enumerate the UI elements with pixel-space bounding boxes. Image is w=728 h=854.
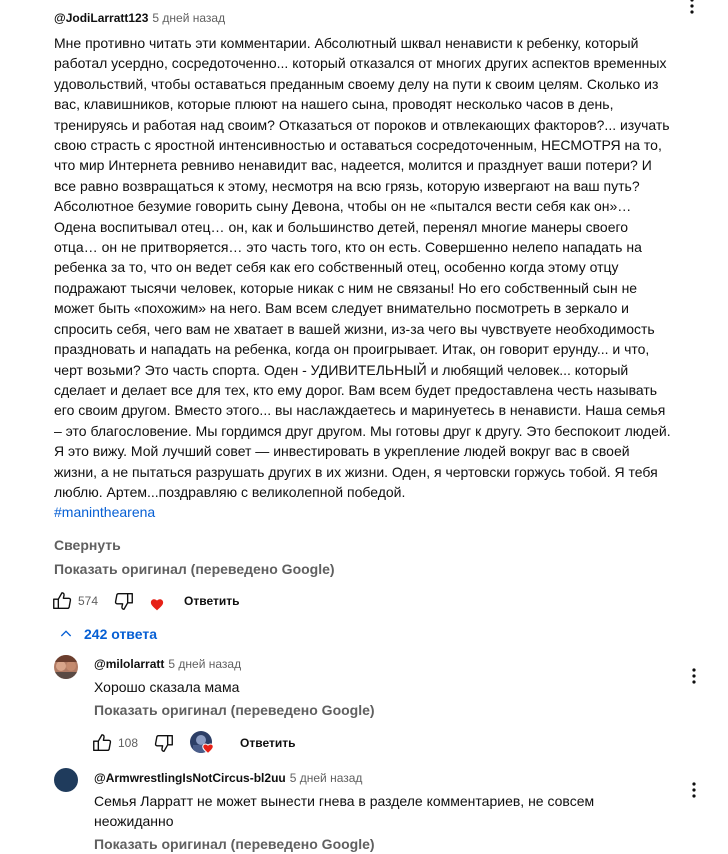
comment-body: Хорошо сказала мама	[94, 679, 240, 695]
avatar[interactable]	[54, 655, 78, 679]
creator-heart-icon	[146, 593, 168, 615]
reply-header	[94, 770, 362, 786]
comment-time[interactable]: 5 дней назад	[289, 771, 363, 785]
reply-actions	[90, 731, 295, 755]
replies-toggle-button[interactable]	[58, 626, 157, 642]
comment-author[interactable]: @milolarratt	[94, 657, 165, 671]
dislike-icon[interactable]	[112, 589, 136, 613]
reply-menu-icon[interactable]	[682, 664, 706, 688]
dislike-icon[interactable]	[152, 731, 176, 755]
comment-body: Семья Ларратт не может вынести гнева в разделе комментариев, не совсем неожиданно	[94, 793, 595, 830]
comment-text	[54, 33, 674, 523]
show-original-button[interactable]: Показать оригинал (переведено Google)	[94, 836, 375, 852]
like-count: 108	[118, 736, 139, 750]
creator-heart-badge	[190, 730, 216, 756]
show-original-button[interactable]: Показать оригинал (переведено Google)	[94, 702, 375, 718]
like-icon[interactable]	[50, 589, 74, 613]
like-icon[interactable]	[90, 731, 114, 755]
comment-time[interactable]: 5 дней назад	[168, 657, 242, 671]
reply-button[interactable]: Ответить	[240, 736, 296, 750]
reply-menu-icon[interactable]	[682, 778, 706, 802]
main-comment-menu-icon[interactable]	[680, 0, 704, 18]
comment-author[interactable]: @ArmwrestlingIsNotCircus-bl2uu	[94, 771, 286, 785]
show-original-button[interactable]: Показать оригинал (переведено Google)	[54, 561, 335, 577]
reply-button[interactable]: Ответить	[184, 594, 240, 608]
replies-count: 242 ответа	[84, 626, 157, 642]
chevron-up-icon	[58, 626, 74, 642]
comment-body: Мне противно читать эти комментарии. Абсолютный шквал ненависти к ребенку, который работал усердно, сосредоточенно... который отказался от многих других аспектов временных удовольствий, чтобы оставаться преданным своему делу на пути к своим целям. Сколько из вас, клавишников, которые плюют на нашего сына, проводят несколько часов в день, тренируясь и работая над своим? Отказаться от пороков и отвлекающих факторов?... изучать свою страсть с яростной интенсивностью и оставаться сосредоточенным, НЕСМОТРЯ на то, что мир Интернета ревниво ненавидит вас, надеется, молится и празднует ваши потери? И все равно возвращаться к этому, несмотря на всю грязь, которую извергают на ваш путь? Абсолютное безумие говорить сыну Девона, чтобы он не «пытался вести себя как он»… Одена воспитывал отец… он, как и большинство детей, перенял многие манеры своего отца… он не притворяется… это часть того, кто он есть. Совершенно нелепо нападать на ребенка за то, что он ведет себя как его собственный отец, особенно когда этому отцу подражают тысячи человек, которые никак с ним не связаны! Но его собственный сын не может быть «похожим» на него. Вам всем следует внимательно посмотреть в зеркало и спросить себя, чего вам не хватает в вашей жизни, из-за чего вы чувствуете необходимость праздновать и нападать на ребенка, когда он проигрывает. Итак, он говорит ерунду... и что, черт возьми? Это часть спорта. Оден - УДИВИТЕЛЬНЫЙ и любящий человек... который сделает и делает все для тех, кто ему дорог. Вам всем будет предоставлена честь называть его своим другом. Вместо этого... вы наслаждаетесь и маринуетесь в ненависти. Наша семья – это благословение. Мы гордимся друг другом. Мы готовы друг к другу. Это беспокоит людей. Я это вижу. Мой лучший совет — инвестировать в укрепление людей вокруг вас в своей жизни, а не пытаться разрушать других в их жизни. Оден, я чертовски горжусь тобой. Я тебя люблю. Артем...поздравляю с великолепной победой.	[54, 35, 671, 500]
like-count: 574	[78, 594, 99, 608]
avatar[interactable]	[54, 768, 78, 792]
main-comment-actions	[50, 589, 239, 613]
main-comment-header	[54, 10, 225, 26]
reply-header	[94, 656, 241, 672]
comment-author[interactable]: @JodiLarratt123	[54, 11, 149, 25]
heart-icon	[202, 741, 214, 759]
comment-time[interactable]: 5 дней назад	[152, 11, 226, 25]
hashtag-link[interactable]: #maninthearena	[54, 504, 156, 521]
collapse-button[interactable]: Свернуть	[54, 537, 121, 553]
